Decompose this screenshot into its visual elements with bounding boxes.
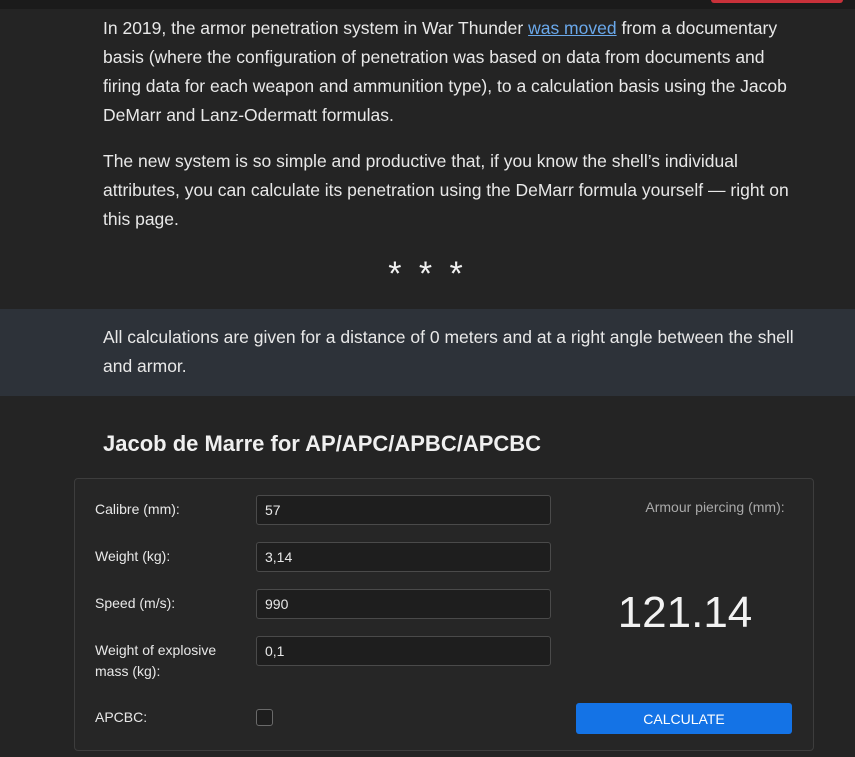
explosive-mass-input[interactable]: [256, 636, 551, 666]
calibre-label: Calibre (mm):: [95, 501, 180, 517]
intro-paragraph-1: [103, 14, 803, 130]
speed-input[interactable]: [256, 589, 551, 619]
calculator-card: [74, 478, 814, 751]
speed-label: Speed (m/s):: [95, 595, 176, 611]
explosive-mass-label: Weight of explosive mass (kg):: [95, 642, 217, 679]
top-accent-bar: [711, 0, 843, 3]
armour-piercing-label: Armour piercing (mm):: [645, 499, 785, 515]
calibre-input[interactable]: [256, 495, 551, 525]
intro-paragraph-2: The new system is so simple and productive that, if you know the shell’s individual attributes, you can calculate its penetration using the DeMarr formula yourself — right on this page.: [103, 151, 789, 229]
intro-text-end: from a documentary basis (where the configuration of penetration was based on data from documents and firing data for each weapon and ammunition type), to a calculation basis using the Jacob DeMarr and Lanz-Odermatt formulas.: [103, 18, 787, 125]
intro-text-start: In 2019, the armor penetration system in War Thunder: [103, 18, 529, 38]
note-text: All calculations are given for a distance of 0 meters and at a right angle between the shell and armor.: [103, 327, 794, 376]
was-moved-link[interactable]: was moved: [528, 18, 617, 38]
note-band: [0, 309, 855, 396]
weight-label: Weight (kg):: [95, 548, 171, 564]
section-separator: * * *: [388, 255, 467, 293]
apcbc-label: APCBC:: [95, 709, 148, 725]
armour-piercing-value: 121.14: [617, 588, 753, 637]
calculator-title: Jacob de Marre for AP/APC/APBC/APCBC: [103, 431, 542, 456]
calculate-button[interactable]: CALCULATE: [576, 703, 792, 734]
apcbc-checkbox[interactable]: [256, 709, 273, 726]
weight-input[interactable]: [256, 542, 551, 572]
